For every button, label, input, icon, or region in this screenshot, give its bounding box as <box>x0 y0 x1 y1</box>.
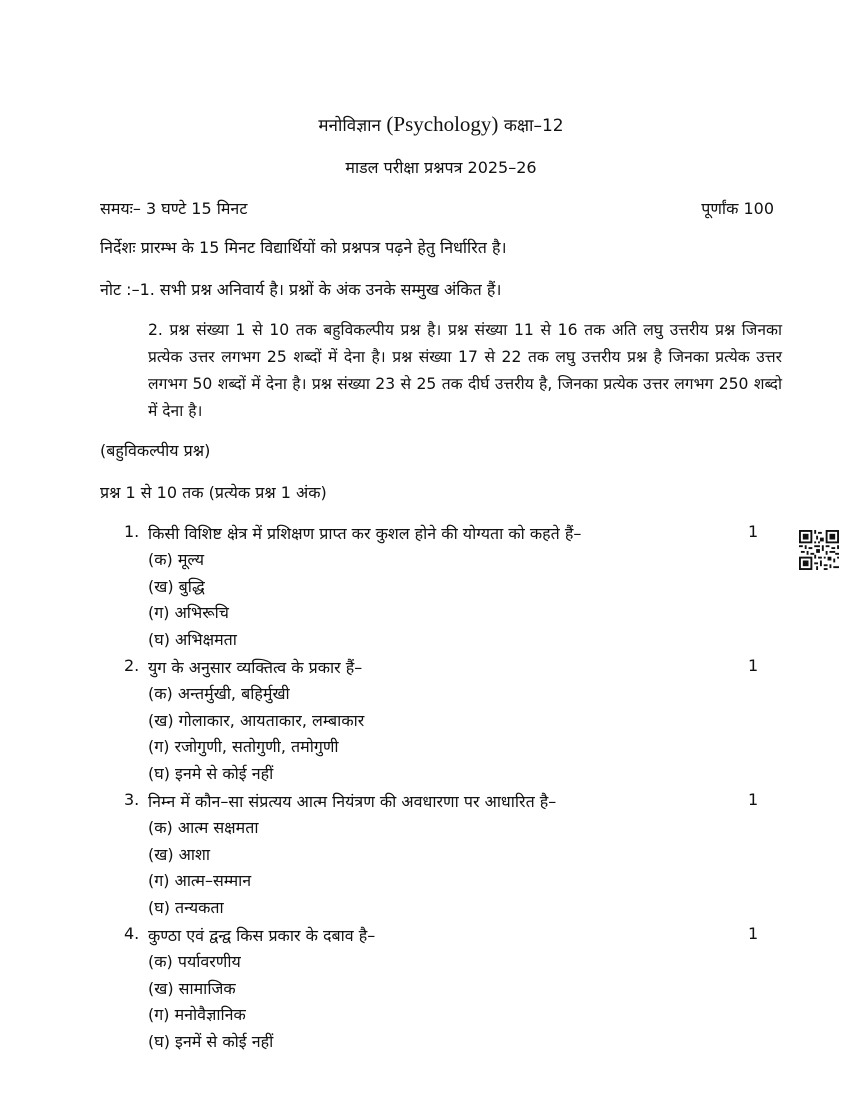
qr-code-icon <box>799 530 839 570</box>
option: (ख) आशा <box>148 845 211 864</box>
note-1: नोट :–1. सभी प्रश्न अनिवार्य है। प्रश्नों के अंक उनके सम्मुख अंकित हैं। <box>100 280 502 299</box>
title-english: (Psychology) <box>386 112 499 136</box>
option: (ख) सामाजिक <box>148 979 236 998</box>
question-number: 2. <box>124 656 140 675</box>
option: (क) आत्म सक्षमता <box>148 818 259 837</box>
direction-text: निर्देशः प्रारम्भ के 15 मिनट विद्यार्थियों को प्रश्नपत्र पढ़ने हेतु निर्धारित है। <box>100 238 507 257</box>
option: (ग) मनोवैज्ञानिक <box>148 1005 246 1024</box>
page-subtitle: माडल परीक्षा प्रश्नपत्र 2025–26 <box>345 158 537 177</box>
option: (क) अन्तर्मुखी, बहिर्मुखी <box>148 684 290 703</box>
option: (घ) इनमें से कोई नहीं <box>148 1032 274 1051</box>
option: (ग) अभिरूचि <box>148 603 229 622</box>
title-hindi: मनोविज्ञान <box>318 116 381 136</box>
max-marks: पूर्णांक 100 <box>701 199 774 218</box>
option: (घ) इनमे से कोई नहीं <box>148 764 274 783</box>
note-2: 2. प्रश्न संख्या 1 से 10 तक बहुविकल्पीय प्रश्न है। प्रश्न संख्या 11 से 16 तक अति लघु उत्तरीय प्रश्न जिनका प्रत्येक उत्तर लगभग 25 शब्दों में देना है। प्रश्न संख्या 17 से 22 तक लघु उत्तरीय प्रश्न है जिनका प्रत्येक उत्तर लगभग 50 शब्दों में देना है। प्रश्न संख्या 23 से 25 तक दीर्घ उत्तरीय है, जिनका प्रत्येक उत्तर लगभग 250 शब्दो में देना है। <box>148 321 782 420</box>
option: (ग) रजोगुणी, सतोगुणी, तमोगुणी <box>148 737 339 756</box>
section-range: प्रश्न 1 से 10 तक (प्रत्येक प्रश्न 1 अंक) <box>100 483 327 502</box>
question-marks: 1 <box>748 790 759 809</box>
question-marks: 1 <box>748 656 759 675</box>
question-text: युग के अनुसार व्यक्तित्व के प्रकार हैं– <box>148 658 363 677</box>
question-text: निम्न में कौन–सा संप्रत्यय आत्म नियंत्रण की अवधारणा पर आधारित है– <box>148 792 557 811</box>
option: (घ) तन्यकता <box>148 898 224 917</box>
question-marks: 1 <box>748 522 759 541</box>
question-number: 1. <box>124 522 140 541</box>
option: (ख) गोलाकार, आयताकार, लम्बाकार <box>148 711 365 730</box>
question-number: 3. <box>124 790 140 809</box>
title-class: कक्षा–12 <box>503 116 564 136</box>
option: (घ) अभिक्षमता <box>148 630 237 649</box>
section-heading: (बहुविकल्पीय प्रश्न) <box>100 441 211 460</box>
question-text: कुण्ठा एवं द्वन्द्व किस प्रकार के दबाव है– <box>148 926 376 945</box>
option: (ख) बुद्धि <box>148 577 205 596</box>
question-number: 4. <box>124 924 140 943</box>
option: (क) मूल्य <box>148 550 205 569</box>
option: (क) पर्यावरणीय <box>148 952 241 971</box>
question-text: किसी विशिष्ट क्षेत्र में प्रशिक्षण प्राप्त कर कुशल होने की योग्यता को कहते हैं– <box>148 524 582 543</box>
page-title <box>0 112 850 137</box>
question-marks: 1 <box>748 924 759 943</box>
option: (ग) आत्म–सम्मान <box>148 871 252 890</box>
time-allowed: समयः– 3 घण्टे 15 मिनट <box>100 199 248 218</box>
